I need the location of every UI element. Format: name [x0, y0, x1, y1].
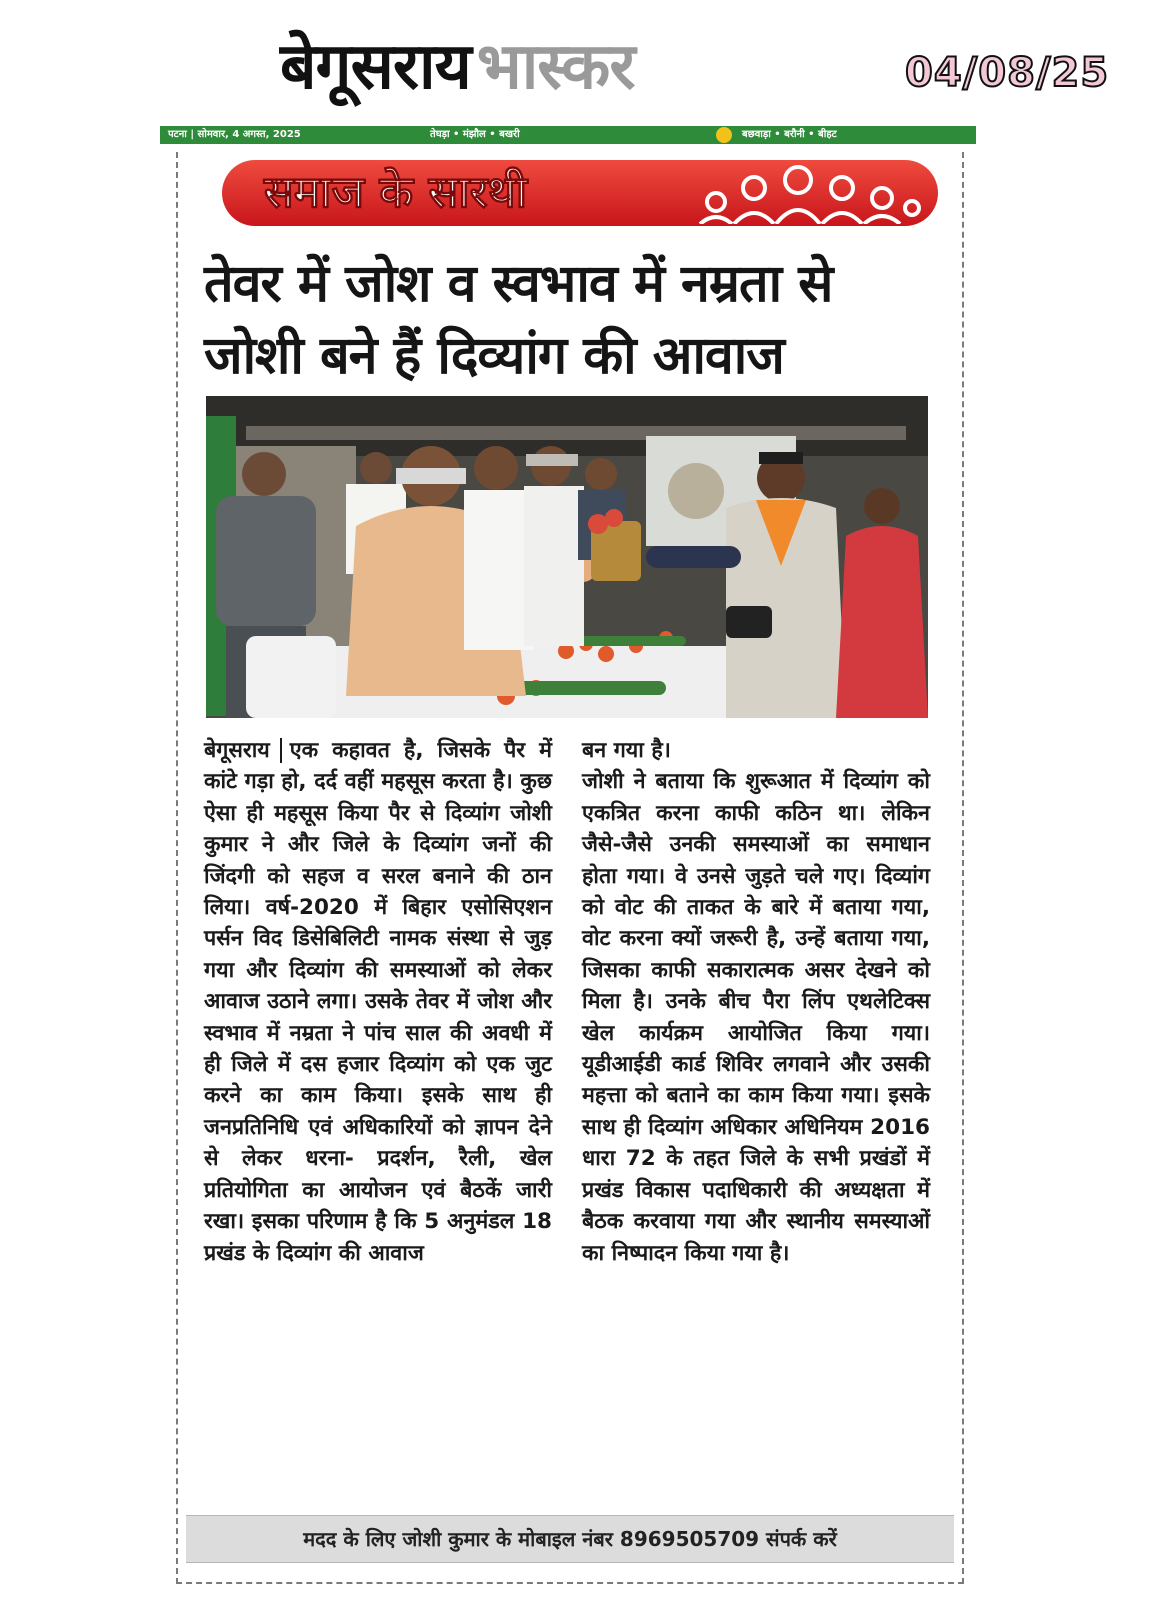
- people-group-icon: [696, 162, 926, 224]
- article-headline: [204, 248, 944, 392]
- edition-areas-left: तेघड़ा • मंझौल • बखरी: [430, 129, 520, 140]
- sun-dot-icon: [716, 127, 732, 143]
- masthead-city: बेगूसराय: [280, 29, 471, 104]
- section-banner: [222, 160, 938, 226]
- article-column-right: [582, 735, 930, 1269]
- date-stamp: 04/08/25: [905, 50, 1110, 96]
- edition-strip: [160, 126, 976, 144]
- section-title: समाज के सारथी: [264, 167, 528, 218]
- help-contact-bar: मदद के लिए जोशी कुमार के मोबाइल नंबर 8969505709 संपर्क करें: [186, 1515, 954, 1563]
- article-paragraph-continuation: बन गया है।: [582, 738, 671, 763]
- edition-areas-right: बछवाड़ा • बरौनी • बीहट: [742, 129, 837, 140]
- article-column-left: [204, 735, 552, 1269]
- headline-line-2: जोशी बने हैं दिव्यांग की आवाज: [204, 325, 784, 386]
- dateline: बेगूसराय: [204, 738, 282, 763]
- article-paragraph-1: [204, 735, 552, 1269]
- edition-info: पटना | सोमवार, 4 अगस्त, 2025: [168, 129, 301, 140]
- article-paragraph-2: जोशी ने बताया कि शुरूआत में दिव्यांग को एकत्रित करना काफी कठिन था। लेकिन जैसे-जैसे उनकी समस्याओं का समाधान होता गया। वे उनसे जुड़ते चले गए। दिव्यांग को वोट की ताकत के बारे में बताया गया, वोट करना क्यों जरूरी है, उन्हें बताया गया, जिसका काफी सकारात्मक असर देखने को मिला है। उनके बीच पैरा लिंप एथलेटिक्स खेल कार्यक्रम आयोजित किया गया। यूडीआईडी कार्ड शिविर लगवाने और उसकी महत्ता को बताने का काम किया गया। इसके साथ ही दिव्यांग अधिकार अधिनियम 2016 धारा 72 के तहत जिले के सभी प्रखंडों में प्रखंड विकास पदाधिकारी की अध्यक्षता में बैठक करवाया गया और स्थानीय समस्याओं का निष्पादन किया गया है।: [582, 769, 930, 1266]
- newspaper-masthead: [280, 22, 635, 112]
- award-ceremony-photo: [206, 396, 928, 718]
- masthead-paper-name: भास्कर: [476, 29, 635, 104]
- headline-line-1: तेवर में जोश व स्वभाव में नम्रता से: [204, 253, 833, 314]
- article-text-left: एक कहावत है, जिसके पैर में कांटे गड़ा हो, दर्द वहीं महसूस करता है। कुछ ऐसा ही महसूस किया पैर से दिव्यांग जोशी कुमार ने और जिले के दिव्यांग जनों की जिंदगी को सहज व सरल बनाने की ठान लिया। वर्ष-2020 में बिहार एसोसिएशन पर्सन विद डिसेबिलिटी नामक संस्था से जुड़ गया और दिव्यांग की समस्याओं को लेकर आवाज उठाने लगा। उसके तेवर में जोश और स्वभाव में नम्रता ने पांच साल की अवधी में ही जिले में दस हजार दिव्यांग को एक जुट करने का काम किया। इसके साथ ही जनप्रतिनिधि एवं अधिकारियों को ज्ञापन देने से लेकर धरना- प्रदर्शन, रैली, खेल प्रतियोगिता का आयोजन एवं बैठकें जारी रखा। इसका परिणाम है कि 5 अनुमंडल 18 प्रखंड के दिव्यांग की आवाज: [204, 738, 552, 1266]
